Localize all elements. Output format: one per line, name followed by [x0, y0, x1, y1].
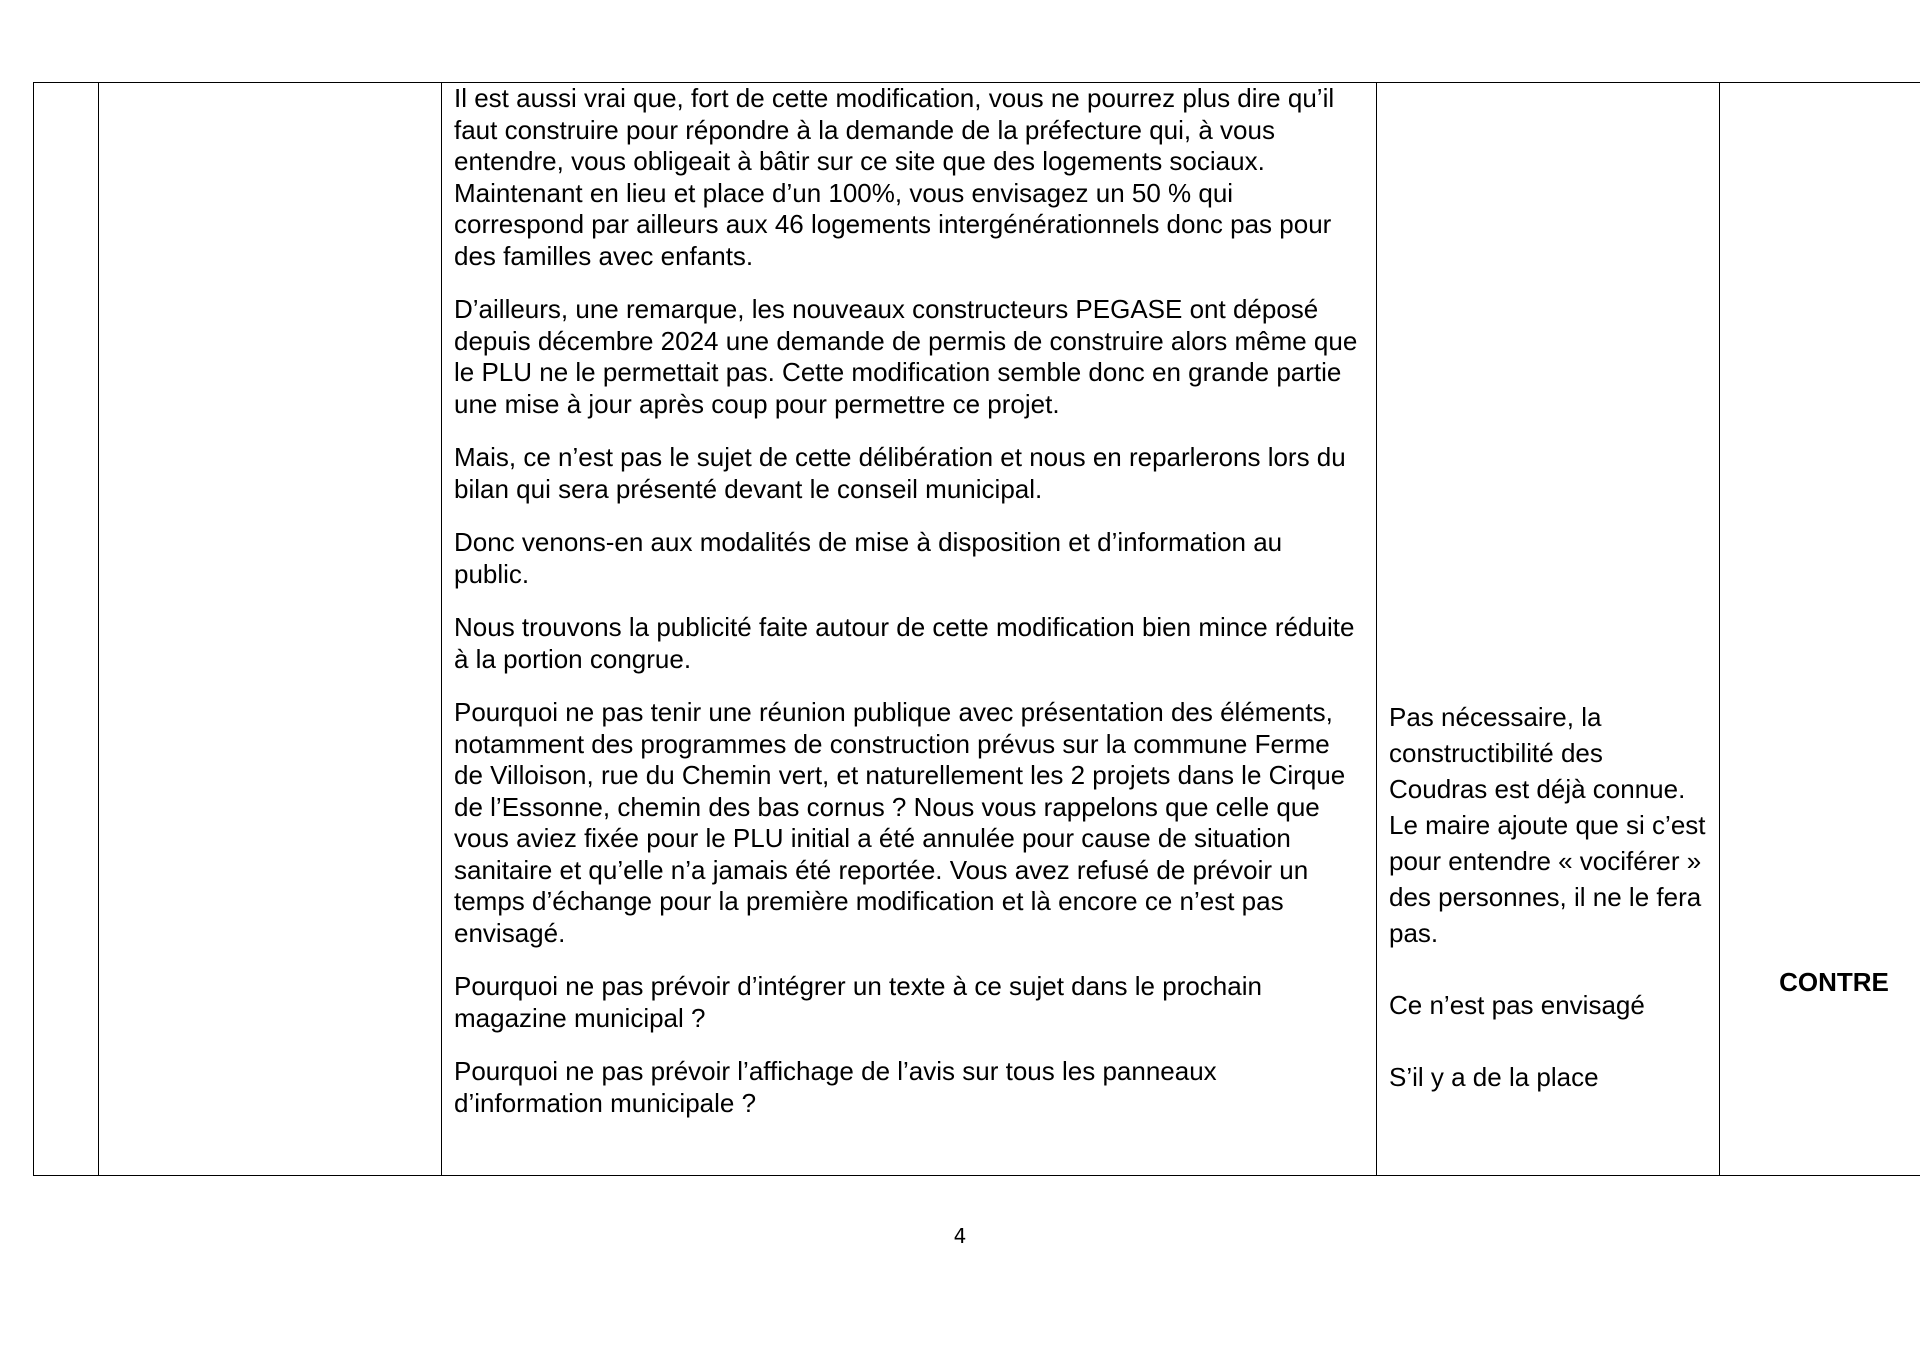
page-number: 4 [953, 1224, 967, 1248]
intervention-paragraph: Pourquoi ne pas tenir une réunion publique avec présentation des éléments, notamment des programmes de construction prévus sur la commune Ferme de Villoison, rue du Chemin vert, et naturellement les 2 projets dans le Cirque de l’Essonne, chemin des bas cornus ? Nous vous rappelons que celle que vous aviez fixée pour le PLU initial a été annulée pour cause de situation sanitaire et qu’elle n’a jamais été reportée. Vous avez refusé de prévoir un temps d’échange pour la première modification et là encore ce n’est pas envisagé. [454, 697, 1346, 948]
reply-spacer [1389, 1023, 1707, 1059]
reply-text: Ce n’est pas envisagé [1389, 990, 1645, 1020]
reply-cell [1377, 83, 1720, 1176]
reply-block [1389, 699, 1707, 1095]
empty-subject-cell [99, 83, 442, 1176]
intervention-paragraph: Donc venons-en aux modalités de mise à disposition et d’information au public. [454, 527, 1283, 589]
reply-text: Pas nécessaire, la constructibilité des Coudras est déjà connue. Le maire ajoute que si c’est pour entendre « vociférer » des personnes, il ne le fera pas. [1389, 702, 1706, 948]
vote-cell [1720, 83, 1920, 1176]
vote-label: CONTRE [1779, 967, 1889, 997]
empty-column-cell [34, 83, 99, 1176]
reply-text: S’il y a de la place [1389, 1062, 1599, 1092]
intervention-paragraph: Nous trouvons la publicité faite autour de cette modification bien mince réduite à la portion congrue. [454, 612, 1355, 674]
deliberation-table [33, 82, 1920, 1176]
intervention-text-cell [442, 83, 1377, 1176]
table-row [34, 83, 1920, 1176]
intervention-paragraph: Pourquoi ne pas prévoir d’intégrer un texte à ce sujet dans le prochain magazine municipal ? [454, 971, 1262, 1033]
intervention-paragraph: Mais, ce n’est pas le sujet de cette délibération et nous en reparlerons lors du bilan qui sera présenté devant le conseil municipal. [454, 442, 1346, 504]
intervention-paragraph: Pourquoi ne pas prévoir l’affichage de l’avis sur tous les panneaux d’information municipale ? [454, 1056, 1217, 1118]
intervention-paragraph: D’ailleurs, une remarque, les nouveaux constructeurs PEGASE ont déposé depuis décembre 2024 une demande de permis de construire alors même que le PLU ne le permettait pas. Cette modification semble donc en grande partie une mise à jour après coup pour permettre ce projet. [454, 294, 1358, 419]
reply-spacer [1389, 951, 1707, 987]
intervention-paragraph: Il est aussi vrai que, fort de cette modification, vous ne pourrez plus dire qu’il faut construire pour répondre à la demande de la préfecture qui, à vous entendre, vous obligeait à bâtir sur ce site que des logements sociaux. Maintenant en lieu et place d’un 100%, vous envisagez un 50 % qui correspond par ailleurs aux 46 logements intergénérationnels donc pas pour des familles avec enfants. [454, 83, 1335, 271]
